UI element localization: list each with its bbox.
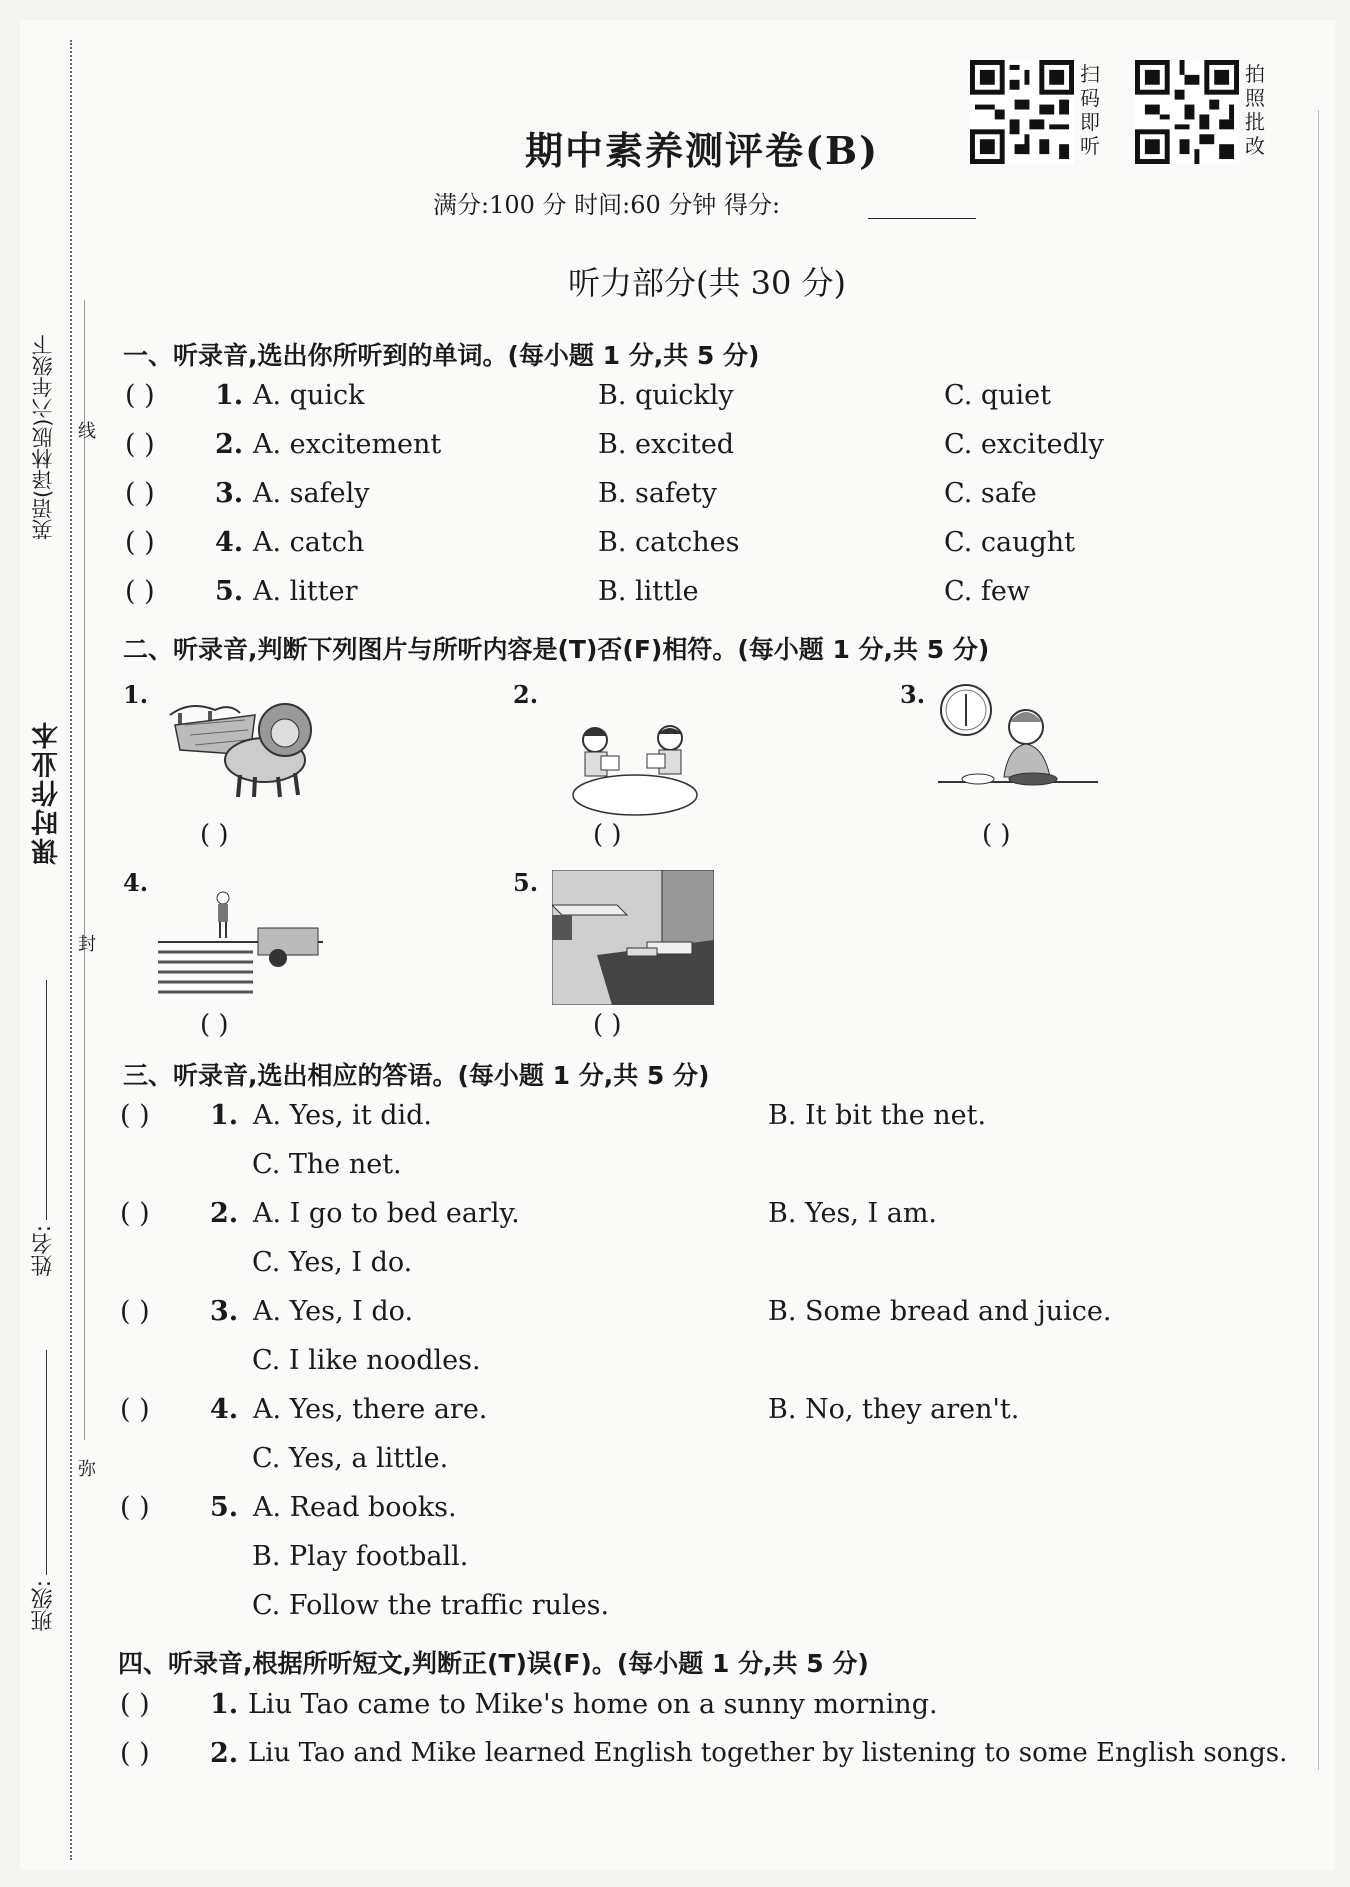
option-b: B. little	[598, 576, 699, 607]
item-number: 1.	[210, 1689, 239, 1720]
section3-heading: 三、听录音,选出相应的答语。(每小题 1 分,共 5 分)	[123, 1061, 710, 1090]
option-b: B. quickly	[598, 380, 734, 411]
item-number: 3.	[210, 1296, 239, 1327]
section1-heading: 一、听录音,选出你所听到的单词。(每小题 1 分,共 5 分)	[123, 341, 760, 370]
grade-qr-code[interactable]	[1135, 60, 1239, 164]
option-a: A. I go to bed early.	[253, 1198, 520, 1229]
brand-label: 课时作业本	[32, 720, 63, 865]
option-a: A. Read books.	[253, 1492, 457, 1523]
option-c: C. Yes, I do.	[252, 1247, 413, 1278]
option-a: A. Yes, there are.	[253, 1394, 488, 1425]
item-number: 2.	[215, 429, 244, 460]
answer-bracket[interactable]: ( )	[593, 820, 622, 850]
option-c: C. safe	[944, 478, 1037, 509]
seal-char: 封	[78, 934, 96, 955]
seal2-char: 弥	[78, 1459, 96, 1480]
listening-header: 听力部分(共 30 分)	[568, 264, 847, 302]
option-c: C. Yes, a little.	[252, 1443, 449, 1474]
crosswalk-picture	[158, 890, 323, 1009]
page-title: 期中素养测评卷(B)	[525, 128, 880, 173]
option-b: B. Some bread and juice.	[768, 1296, 1112, 1327]
option-b: B. Yes, I am.	[768, 1198, 938, 1229]
option-c: C. caught	[944, 527, 1075, 558]
option-b: B. It bit the net.	[768, 1100, 987, 1131]
option-b: B. excited	[598, 429, 735, 460]
option-a: A. quick	[253, 380, 365, 411]
option-c: C. I like noodles.	[252, 1345, 481, 1376]
statement-text: Liu Tao and Mike learned English together by listening to some English songs.	[248, 1738, 1288, 1768]
option-c: C. The net.	[252, 1149, 402, 1180]
item-number: 2.	[210, 1738, 239, 1769]
answer-paren[interactable]: ( )	[120, 1100, 150, 1131]
qr2-text: 拍照批改	[1245, 62, 1265, 158]
answer-paren[interactable]: ( )	[125, 380, 155, 411]
section2-heading: 二、听录音,判断下列图片与所听内容是(T)否(F)相符。(每小题 1 分,共 5 分)	[123, 635, 990, 664]
picture-number: 2.	[513, 680, 539, 709]
children-reading-picture	[565, 710, 715, 824]
option-b: B. safety	[598, 478, 718, 509]
qr1-text: 扫码即听	[1080, 62, 1100, 158]
qr-icon	[1135, 60, 1239, 164]
answer-paren[interactable]: ( )	[125, 429, 155, 460]
name-label: 姓名:	[31, 1225, 56, 1277]
qr-icon	[970, 60, 1074, 164]
statement-text: Liu Tao came to Mike's home on a sunny morning.	[248, 1689, 938, 1720]
item-number: 4.	[210, 1394, 239, 1425]
answer-paren[interactable]: ( )	[120, 1689, 150, 1720]
answer-bracket[interactable]: ( )	[982, 820, 1011, 850]
score-info: 满分:100 分 时间:60 分钟 得分:	[433, 191, 781, 219]
answer-bracket[interactable]: ( )	[593, 1010, 622, 1040]
name-blank[interactable]	[46, 980, 47, 1220]
answer-paren[interactable]: ( )	[125, 527, 155, 558]
picture-number: 4.	[123, 868, 149, 897]
item-number: 4.	[215, 527, 244, 558]
option-b: B. No, they aren't.	[768, 1394, 1020, 1425]
clock-eating-picture	[938, 682, 1098, 806]
item-number: 1.	[210, 1100, 239, 1131]
section4-heading: 四、听录音,根据所听短文,判断正(T)误(F)。(每小题 1 分,共 5 分)	[118, 1649, 869, 1678]
option-b: B. catches	[598, 527, 740, 558]
answer-paren[interactable]: ( )	[125, 576, 155, 607]
option-c: C. few	[944, 576, 1030, 607]
exam-page	[20, 20, 1335, 1870]
answer-paren[interactable]: ( )	[125, 478, 155, 509]
line-char: 线	[78, 421, 96, 442]
option-a: A. excitement	[253, 429, 442, 460]
answer-paren[interactable]: ( )	[120, 1296, 150, 1327]
item-number: 3.	[215, 478, 244, 509]
listen-qr-code[interactable]	[970, 60, 1074, 164]
item-number: 5.	[215, 576, 244, 607]
lion-picture	[160, 685, 320, 809]
picture-number: 1.	[123, 680, 149, 709]
answer-bracket[interactable]: ( )	[200, 1010, 229, 1040]
answer-paren[interactable]: ( )	[120, 1198, 150, 1229]
class-blank[interactable]	[46, 1350, 47, 1575]
answer-paren[interactable]: ( )	[120, 1738, 150, 1769]
class-label: 班级:	[31, 1580, 56, 1632]
score-blank[interactable]	[868, 218, 976, 219]
option-a: A. Yes, I do.	[253, 1296, 414, 1327]
item-number: 1.	[215, 380, 244, 411]
binding-solid-line	[84, 300, 85, 1440]
option-a: A. safely	[253, 478, 370, 509]
binding-dotted-line	[70, 40, 72, 1860]
bedroom-picture	[552, 870, 714, 1009]
answer-bracket[interactable]: ( )	[200, 820, 229, 850]
option-c: C. quiet	[944, 380, 1051, 411]
picture-number: 3.	[900, 680, 926, 709]
book-subtitle: 英语(译林版)六年级下	[31, 334, 55, 540]
option-a: A. litter	[253, 576, 358, 607]
option-a: A. Yes, it did.	[253, 1100, 432, 1131]
item-number: 5.	[210, 1492, 239, 1523]
picture-number: 5.	[513, 868, 539, 897]
item-number: 2.	[210, 1198, 239, 1229]
option-b: B. Play football.	[252, 1541, 469, 1572]
answer-paren[interactable]: ( )	[120, 1492, 150, 1523]
option-c: C. Follow the traffic rules.	[252, 1590, 610, 1621]
option-a: A. catch	[253, 527, 365, 558]
option-c: C. excitedly	[944, 429, 1104, 460]
right-margin-line	[1318, 110, 1319, 1770]
answer-paren[interactable]: ( )	[120, 1394, 150, 1425]
